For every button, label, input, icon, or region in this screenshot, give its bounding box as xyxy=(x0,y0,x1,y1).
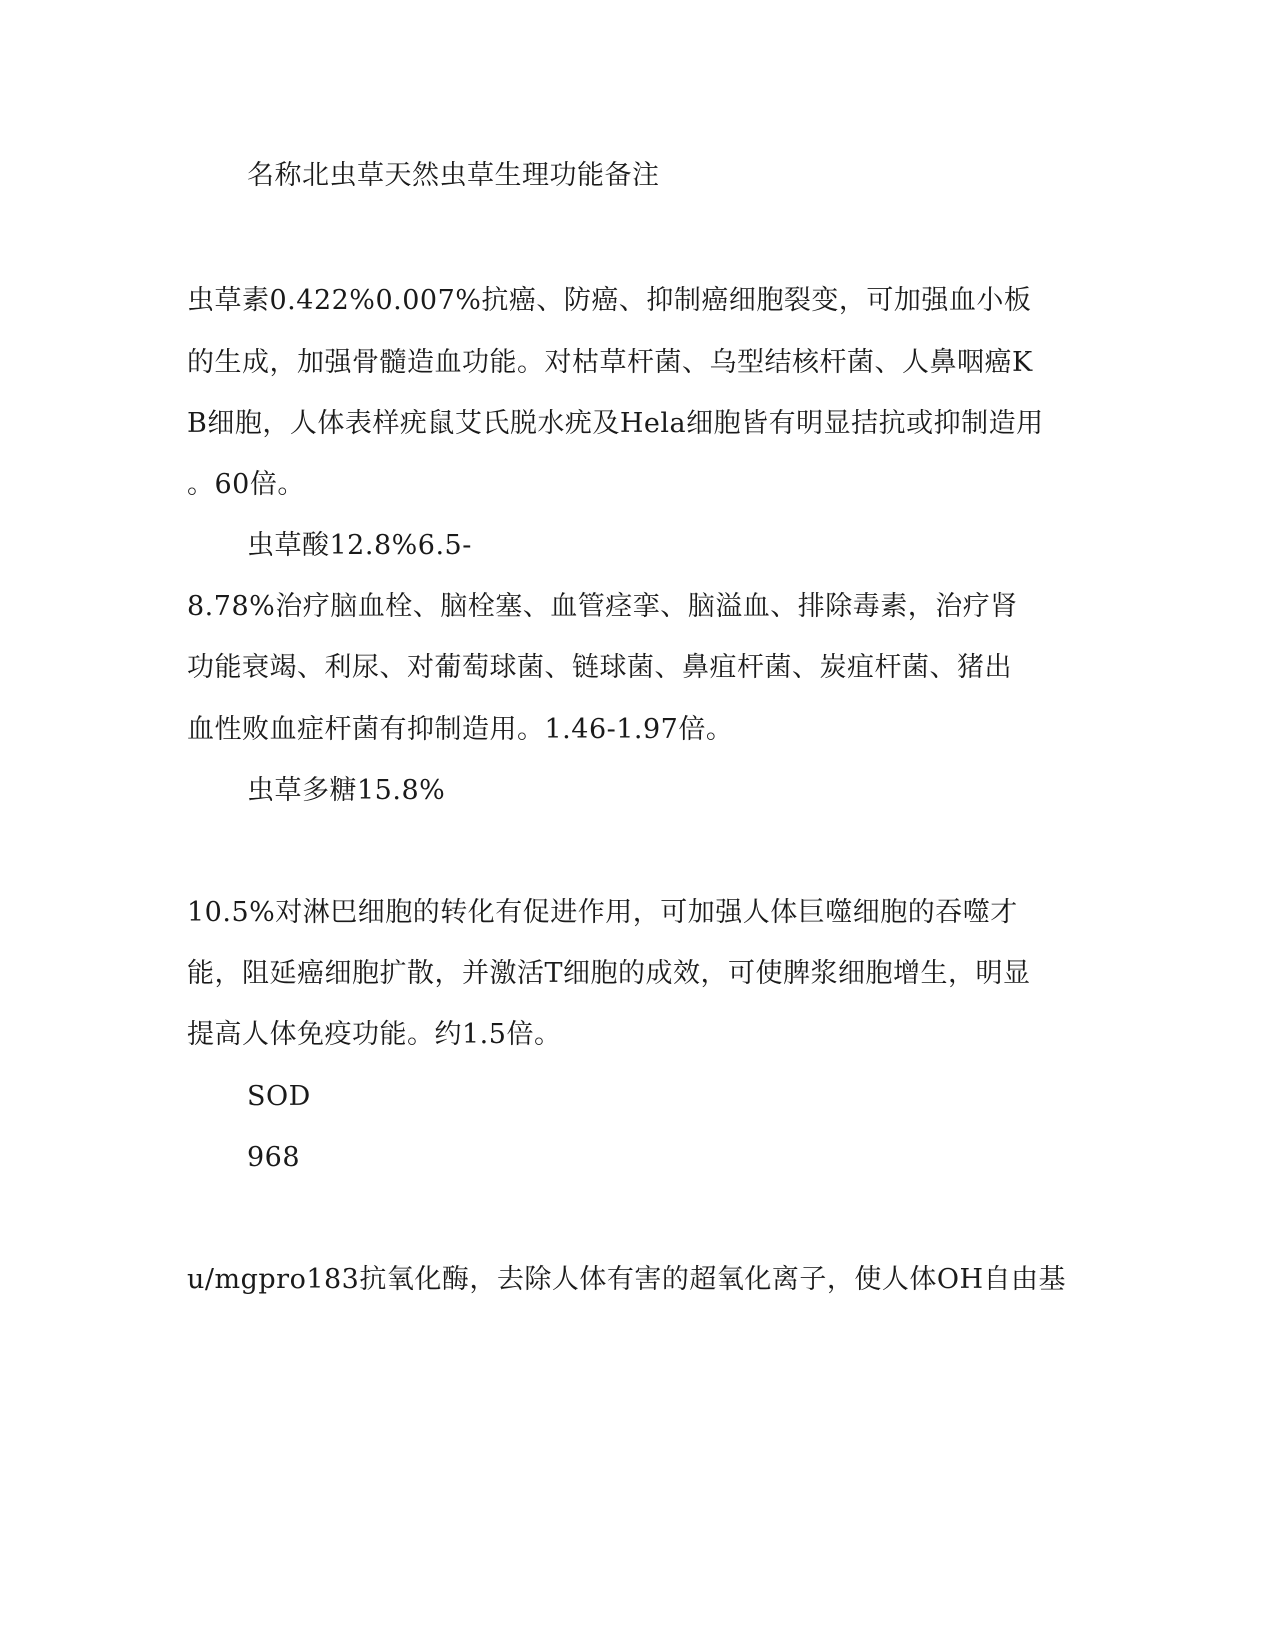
cordycepic-acid-lead: 虫草酸12.8%6.5- xyxy=(247,530,472,561)
polysaccharide-line-1: 10.5%对淋巴细胞的转化有促进作用，可加强人体巨噬细胞的吞噬才 xyxy=(187,897,1018,928)
polysaccharide-line-2: 能，阻延癌细胞扩散，并激活T细胞的成效，可使脾浆细胞增生，明显 xyxy=(187,958,1031,989)
sod-label: SOD xyxy=(247,1081,311,1112)
polysaccharide-line-3: 提高人体免疫功能。约1.5倍。 xyxy=(187,1019,562,1050)
cordycepin-line-4: 。60倍。 xyxy=(187,469,305,500)
polysaccharide-lead: 虫草多糖15.8% xyxy=(247,775,446,806)
cordycepic-acid-line-1: 8.78%治疗脑血栓、脑栓塞、血管痉挛、脑溢血、排除毒素，治疗肾 xyxy=(187,591,1018,622)
sod-value: 968 xyxy=(247,1142,301,1173)
cordycepin-line-2: 的生成，加强骨髓造血功能。对枯草杆菌、乌型结核杆菌、人鼻咽癌K xyxy=(187,347,1033,378)
cordycepic-acid-line-3: 血性败血症杆菌有抑制造用。1.46-1.97倍。 xyxy=(187,714,734,745)
cordycepin-line-3: B细胞，人体表样疣鼠艾氏脱水疣及Hela细胞皆有明显拮抗或抑制造用 xyxy=(187,408,1044,439)
cordycepic-acid-line-2: 功能衰竭、利尿、对葡萄球菌、链球菌、鼻疽杆菌、炭疽杆菌、猪出 xyxy=(187,652,1012,683)
table-header-row: 名称北虫草天然虫草生理功能备注 xyxy=(247,160,660,191)
cordycepin-line-1: 虫草素0.422%0.007%抗癌、防癌、抑制癌细胞裂变，可加强血小板 xyxy=(187,285,1032,316)
sod-line-1: u/mgpro183抗氧化酶，去除人体有害的超氧化离子，使人体OH自由基 xyxy=(187,1264,1067,1295)
